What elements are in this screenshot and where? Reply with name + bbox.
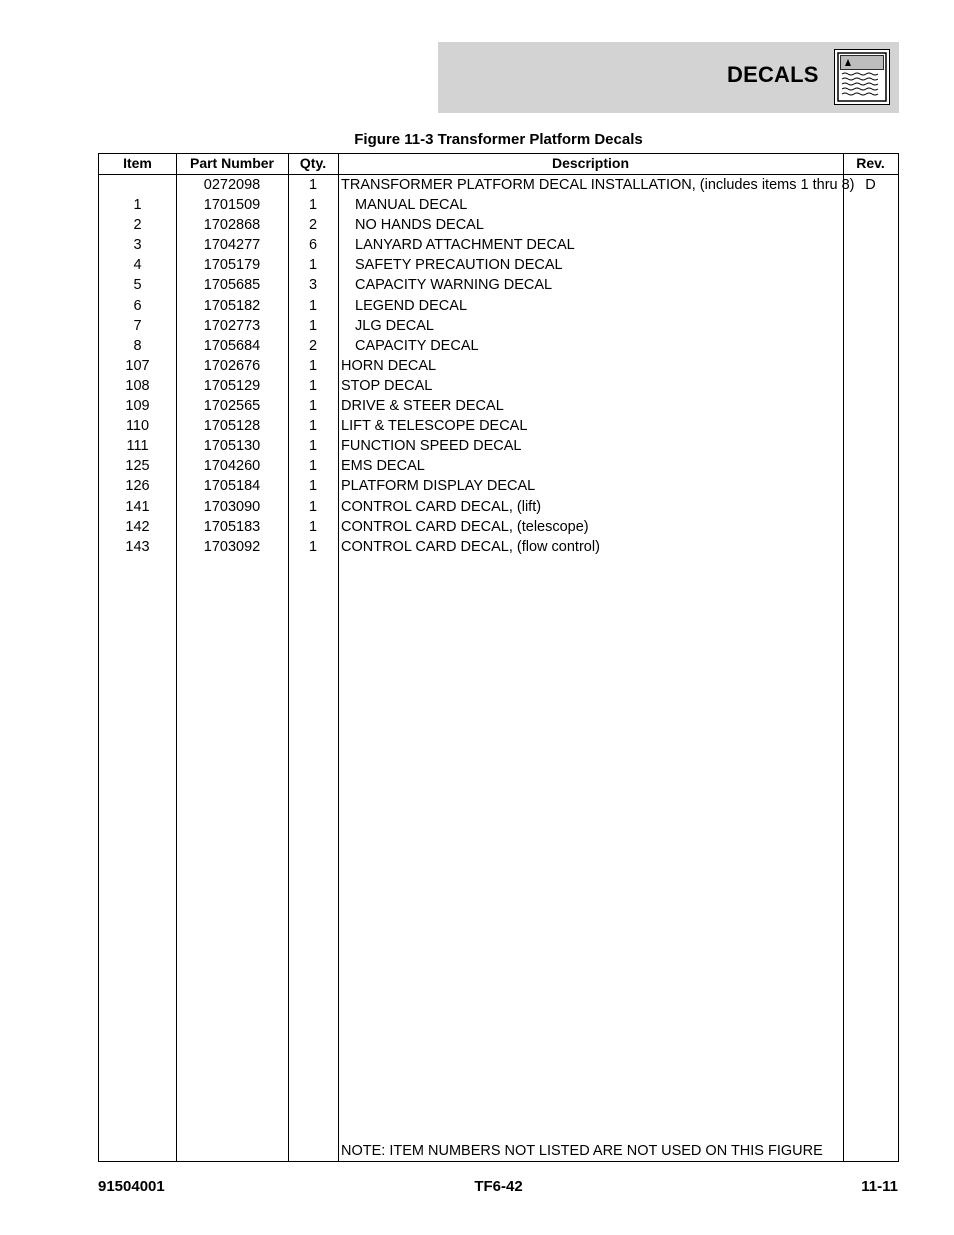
description-cell: CONTROL CARD DECAL, (lift) [341,498,542,515]
part-number-cell: 1705685 [203,277,261,294]
part-number-cell: 1702868 [203,217,261,234]
description-cell: CONTROL CARD DECAL, (flow control) [341,538,600,555]
qty-cell: 3 [308,277,318,294]
item-column-header: Item [123,155,152,171]
rev-cell [843,537,898,557]
qty-cell: 1 [308,197,318,214]
rev-column [843,154,898,1161]
description-cell: TRANSFORMER PLATFORM DECAL INSTALLATION, (includes items 1 thru 8) [341,177,855,193]
qty-cell: 1 [308,438,318,455]
rev-cell [843,517,898,537]
qty-cell: 1 [308,357,318,374]
qty-cell: 1 [308,418,318,435]
item-cell: 6 [133,297,142,314]
description-cell: CAPACITY WARNING DECAL [355,277,553,294]
item-cells [99,175,176,557]
qty-cell: 1 [308,458,318,475]
rev-cell [843,436,898,456]
qty-cell: 1 [308,518,318,535]
part-number-cell: 1705184 [203,478,261,495]
description-cell: LANYARD ATTACHMENT DECAL [355,237,575,254]
item-cell: 111 [126,438,149,455]
part-number-column-header: Part Number [189,155,275,171]
item-cell: 109 [125,398,150,415]
description-column-header: Description [551,155,629,171]
qty-cell: 1 [308,317,318,334]
item-cell: 107 [125,357,150,374]
description-cell: LEGEND DECAL [355,297,468,314]
part-number-cell: 1705128 [203,418,261,435]
item-cell: 110 [125,418,150,435]
part-number-cell: 1705183 [203,518,261,535]
part-number-cell: 1705130 [203,438,261,455]
item-cell: 2 [133,217,142,234]
qty-cell: 1 [308,398,318,415]
section-header-band [438,42,899,113]
item-cell: 143 [125,538,150,555]
item-cell [99,175,176,195]
rev-cell [843,296,898,316]
description-cell: CONTROL CARD DECAL, (telescope) [341,518,589,535]
description-column [338,154,855,1161]
qty-column-header: Qty. [299,155,327,171]
item-cell: 142 [125,518,150,535]
rev-cell [843,376,898,396]
part-number-column [176,154,288,1161]
rev-cell [843,235,898,255]
rev-cell [843,316,898,336]
figure-title: Figure 11-3 Transformer Platform Decals [354,131,643,148]
description-cell: MANUAL DECAL [355,197,468,214]
decal-document-icon [834,49,890,105]
description-cell: LIFT & TELESCOPE DECAL [341,418,528,435]
item-cell: 125 [125,458,150,475]
item-cell: 5 [133,277,142,294]
part-number-cell: 1703090 [203,498,261,515]
description-cell: JLG DECAL [355,317,434,334]
part-number-cell: 1702565 [203,398,261,415]
qty-cell: 1 [308,498,318,515]
qty-cell: 2 [308,337,318,354]
qty-column [288,154,338,1161]
description-cell: HORN DECAL [341,357,437,374]
item-cell: 126 [125,478,150,495]
rev-cell [843,476,898,496]
item-cell: 3 [133,237,142,254]
rev-cell [843,356,898,376]
item-cell: 4 [133,257,142,274]
description-cell: SAFETY PRECAUTION DECAL [355,257,563,274]
rev-cell [843,396,898,416]
qty-cell: 1 [308,478,318,495]
rev-cell [843,195,898,215]
description-cell: PLATFORM DISPLAY DECAL [341,478,536,495]
page-number: 11-11 [861,1178,898,1195]
item-cell: 8 [133,337,142,354]
description-cell: CAPACITY DECAL [355,337,479,354]
description-cell: STOP DECAL [341,377,433,394]
qty-cell: 1 [308,257,318,274]
item-cell: 7 [133,317,142,334]
rev-cell: D [865,177,876,193]
description-cells [338,175,855,557]
part-number-cell: 1702676 [203,357,261,374]
description-cell: EMS DECAL [341,458,425,475]
rev-cell [843,255,898,275]
description-cell: DRIVE & STEER DECAL [341,398,504,415]
part-number-cell: 1705182 [203,297,261,314]
rev-cell [843,416,898,436]
part-number-cell: 1705179 [203,257,261,274]
item-column [99,154,176,1161]
part-number-cell: 1704260 [203,458,261,475]
model-number: TF6-42 [474,1178,523,1195]
table-note: NOTE: ITEM NUMBERS NOT LISTED ARE NOT USED ON THIS FIGURE [341,1143,823,1159]
qty-cell: 2 [308,217,318,234]
rev-cell [843,275,898,295]
part-number-cell: 1702773 [203,317,261,334]
rev-cells [843,175,898,557]
part-number-cells [176,175,288,557]
qty-cell: 1 [308,538,318,555]
qty-cells [288,175,338,557]
part-number-cell: 1701509 [203,197,261,214]
rev-cell [843,336,898,356]
document-number: 91504001 [98,1178,165,1195]
rev-cell [843,497,898,517]
part-number-cell: 0272098 [203,177,261,193]
parts-table [98,153,899,1162]
item-cell: 1 [133,197,142,214]
part-number-cell: 1704277 [203,237,261,254]
item-cell: 108 [125,377,150,394]
section-title: DECALS [727,62,819,87]
rev-column-header: Rev. [856,155,885,171]
qty-cell: 1 [308,377,318,394]
rev-cell [843,215,898,235]
description-cell: FUNCTION SPEED DECAL [341,438,522,455]
part-number-cell: 1703092 [203,538,261,555]
description-cell: NO HANDS DECAL [355,217,484,234]
qty-cell: 1 [308,297,318,314]
item-cell: 141 [125,498,150,515]
part-number-cell: 1705684 [203,337,261,354]
rev-cell [843,456,898,476]
qty-cell: 6 [308,237,318,254]
qty-cell: 1 [308,177,318,193]
part-number-cell: 1705129 [203,377,261,394]
